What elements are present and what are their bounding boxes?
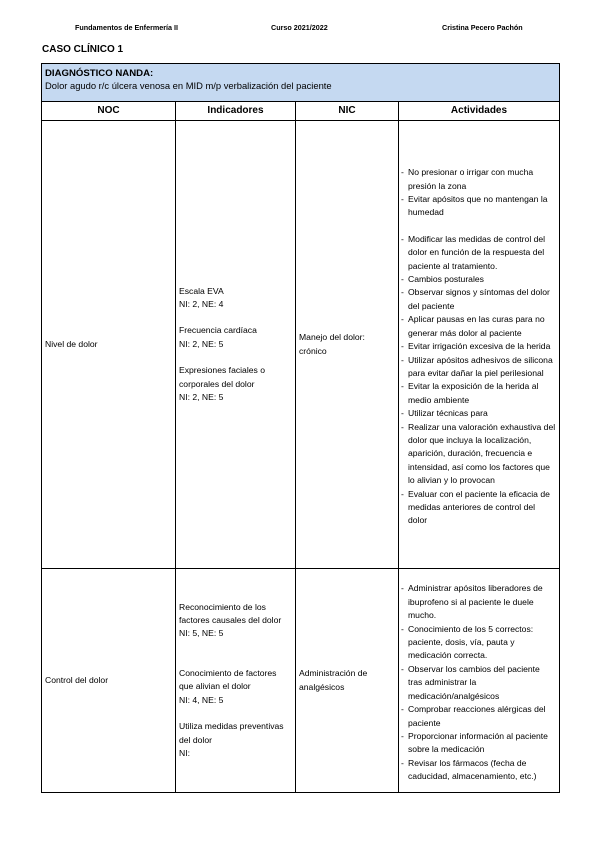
indicator-item: [179, 285, 292, 312]
activity-item: - Proporcionar información al paciente sobre la medicación: [401, 730, 548, 755]
activity-item: - Evitar la exposición de la herida al medio ambiente: [401, 381, 539, 405]
column-header-nic: NIC: [296, 102, 399, 121]
activity-item: - Observar los cambios del paciente tras administrar la medicación/analgésicos: [401, 663, 540, 701]
noc-cell: Nivel de dolor: [42, 121, 176, 569]
indicator-score: NI:: [179, 747, 190, 758]
indicator-item: [179, 364, 292, 404]
activity-item: - Realizar una valoración exhaustiva del dolor que incluya la localización, aparición, duración, frecuencia e intensidad, así como los factores que lo alivian y lo provocan: [401, 421, 556, 486]
column-header-indicators: Indicadores: [176, 102, 296, 121]
activity-spacer: [401, 220, 556, 233]
nic-cell: Manejo del dolor: crónico: [296, 121, 399, 569]
header-course-name: Fundamentos de Enfermería II: [75, 23, 179, 32]
indicator-item: [179, 667, 292, 707]
indicator-name: Escala EVA: [179, 285, 224, 296]
column-header-row: [42, 102, 560, 121]
table-row: [42, 569, 560, 793]
indicator-score: NI: 2, NE: 4: [179, 298, 224, 309]
indicator-score: NI: 5, NE: 5: [179, 628, 224, 639]
activity-item: - Aplicar pausas en las curas para no generar más dolor al paciente: [401, 314, 545, 338]
activity-item: - Revisar los fármacos (fecha de caducidad, almacenamiento, etc.): [401, 757, 537, 782]
indicator-name: Reconocimiento de los factores causales del dolor: [179, 601, 282, 626]
activity-item: - No presionar o irrigar con mucha presión la zona: [401, 167, 534, 191]
header-academic-year: Curso 2021/2022: [271, 23, 328, 32]
activity-item: - Cambios posturales: [401, 274, 484, 285]
column-header-activities: Actividades: [399, 102, 560, 121]
diagnosis-cell: [42, 64, 560, 102]
indicator-item: [179, 324, 292, 351]
column-header-noc: NOC: [42, 102, 176, 121]
activity-item: - Evitar irrigación excesiva de la herida: [401, 341, 551, 352]
activity-item: - Utilizar apósitos adhesivos de silicona para evitar dañar la piel perilesional: [401, 354, 553, 378]
indicator-score: NI: 2, NE: 5: [179, 338, 224, 349]
indicator-name: Expresiones faciales o corporales del dolor: [179, 365, 265, 389]
indicator-item: [179, 601, 292, 641]
activity-item: - Evitar apósitos que no mantengan la humedad: [401, 194, 548, 218]
case-title: CASO CLÍNICO 1: [42, 44, 124, 55]
activity-item: - Conocimiento de los 5 correctos: paciente, dosis, vía, pauta y medicación correcta.: [401, 623, 534, 661]
activities-cell: [399, 121, 560, 569]
indicator-score: NI: 4, NE: 5: [179, 694, 224, 705]
table-row: [42, 121, 560, 569]
activity-item: - Administrar apósitos liberadores de ibuprofeno si al paciente le duele mucho.: [401, 583, 543, 621]
indicator-score: NI: 2, NE: 5: [179, 392, 224, 403]
activity-item: - Observar signos y síntomas del dolor del paciente: [401, 287, 550, 311]
activities-cell: [399, 569, 560, 793]
indicator-name: Utiliza medidas preventivas del dolor: [179, 721, 284, 745]
indicator-name: Conocimiento de factores que alivian el dolor: [179, 667, 277, 692]
noc-cell: Control del dolor: [42, 569, 176, 793]
activity-item: - Evaluar con el paciente la eficacia de medidas anteriores de control del dolor: [401, 488, 550, 526]
indicators-cell: [176, 569, 296, 793]
indicator-name: Frecuencia cardíaca: [179, 325, 257, 336]
indicator-item: [179, 720, 292, 760]
nic-cell: Administración de analgésicos: [296, 569, 399, 793]
indicators-cell: [176, 121, 296, 569]
diagnosis-title: DIAGNÓSTICO NANDA:: [45, 68, 154, 79]
care-plan-table: [41, 63, 560, 793]
activity-item: - Modificar las medidas de control del dolor en función de la respuesta del paciente al tratamiento.: [401, 233, 546, 271]
header-author: Cristina Pecero Pachón: [442, 23, 523, 32]
activity-item: - Utilizar técnicas para: [401, 408, 488, 419]
diagnosis-text: Dolor agudo r/c úlcera venosa en MID m/p verbalización del paciente: [45, 80, 332, 91]
activity-item: - Comprobar reacciones alérgicas del paciente: [401, 704, 546, 728]
